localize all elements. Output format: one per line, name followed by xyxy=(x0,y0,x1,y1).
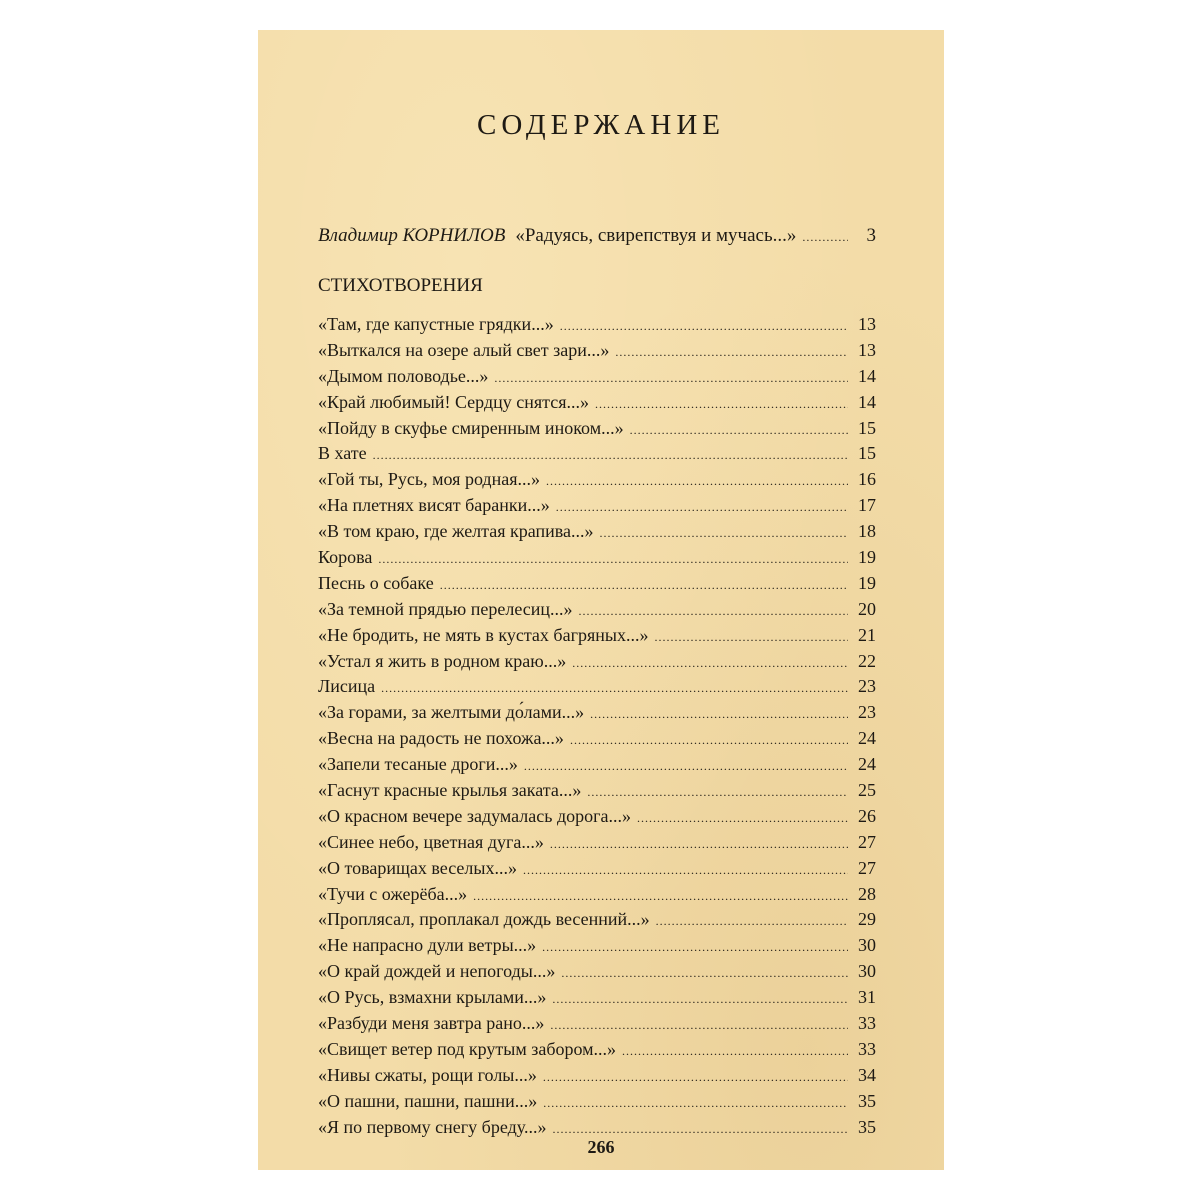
toc-entry xyxy=(318,1063,876,1089)
toc-entry xyxy=(318,985,876,1011)
toc-entry xyxy=(318,700,876,726)
intro-author: Владимир КОРНИЛОВ xyxy=(318,225,506,246)
toc-entry-title: «Выткался на озере алый свет зари...» xyxy=(318,339,610,360)
toc-entry-page: 26 xyxy=(858,805,876,826)
toc-entry xyxy=(318,933,876,959)
toc-entry-title: «Там, где капустные грядки...» xyxy=(318,314,554,334)
toc-entry-title: «Дымом половодье...» xyxy=(318,365,489,386)
leader-dots xyxy=(572,651,848,677)
toc-entry-page: 15 xyxy=(858,443,876,464)
toc-entry xyxy=(318,674,876,700)
leader-dots xyxy=(524,754,848,780)
toc-entry-page: 13 xyxy=(858,314,876,334)
toc-entry-title: Корова xyxy=(318,547,373,568)
toc-entry-page: 23 xyxy=(858,676,876,697)
toc-entry-page: 29 xyxy=(858,909,876,930)
toc-entry-page: 33 xyxy=(858,1013,876,1034)
toc-entry-title: «В том краю, где желтая крапива...» xyxy=(318,521,594,542)
toc-entry xyxy=(318,1011,876,1037)
leader-dots xyxy=(615,340,848,366)
toc-entry-title: «Край любимый! Сердцу снятся...» xyxy=(318,391,589,412)
toc-entry xyxy=(318,364,876,390)
leader-dots xyxy=(552,987,848,1013)
leader-dots xyxy=(473,884,848,910)
leader-dots xyxy=(656,909,848,935)
toc-entry-page: 28 xyxy=(858,883,876,904)
toc-entry-page: 16 xyxy=(858,469,876,490)
toc-entry-title: «Нивы сжаты, рощи голы...» xyxy=(318,1064,537,1085)
toc-entry-title: «Не бродить, не мять в кустах багряных...» xyxy=(318,624,649,645)
intro-entry xyxy=(318,223,876,250)
toc-entry xyxy=(318,1089,876,1115)
toc-entry-title: «О Русь, взмахни крылами...» xyxy=(318,987,547,1008)
leader-dots xyxy=(579,599,848,625)
leader-dots xyxy=(550,832,848,858)
toc-entry xyxy=(318,623,876,649)
toc-entry xyxy=(318,571,876,597)
leader-dots xyxy=(600,521,848,547)
toc-entry-title: «Гой ты, Русь, моя родная...» xyxy=(318,469,540,490)
toc-entry-title: «На плетнях висят баранки...» xyxy=(318,495,550,516)
leader-dots xyxy=(546,469,848,495)
toc-entry-title: В хате xyxy=(318,443,367,464)
toc-entry-page: 35 xyxy=(858,1116,876,1137)
toc-entry-page: 14 xyxy=(858,391,876,412)
toc-entry-page: 19 xyxy=(858,547,876,568)
page-number: 266 xyxy=(587,1137,615,1157)
toc-entry-page: 17 xyxy=(858,495,876,516)
toc-entry xyxy=(318,390,876,416)
toc-entry-title: «Устал я жить в родном краю...» xyxy=(318,650,567,671)
toc-entry-title: «Тучи с ожерёба...» xyxy=(318,883,468,904)
toc-entry-page: 21 xyxy=(858,624,876,645)
toc-entry xyxy=(318,752,876,778)
toc-entry xyxy=(318,597,876,623)
toc-entry-title: «Гаснут красные крылья заката...» xyxy=(318,780,582,801)
intro-title: «Радуясь, свирепствуя и мучась...» xyxy=(515,225,797,246)
toc-entry-title: «Я по первому снегу бреду...» xyxy=(318,1116,547,1137)
toc-entry-title: «О красном вечере задумалась дорога...» xyxy=(318,805,632,826)
leader-dots xyxy=(590,702,848,728)
toc-entry xyxy=(318,416,876,442)
toc-entry-title: «Свищет ветер под крутым забором...» xyxy=(318,1038,617,1059)
leader-dots xyxy=(494,366,848,392)
toc-entry-title: «Проплясал, проплакал дождь весенний...» xyxy=(318,909,650,930)
toc-entry-title: «О пашни, пашни, пашни...» xyxy=(318,1090,538,1111)
leader-dots xyxy=(556,495,848,521)
toc-entry-page: 31 xyxy=(858,987,876,1008)
toc-entry-page: 24 xyxy=(858,754,876,775)
toc-entry-page: 20 xyxy=(858,598,876,619)
leader-dots xyxy=(570,728,848,754)
book-page xyxy=(258,30,944,1170)
toc-entry xyxy=(318,467,876,493)
toc-entry-page: 22 xyxy=(858,650,876,671)
page-title: СОДЕРЖАНИЕ xyxy=(477,109,725,141)
toc-entry xyxy=(318,545,876,571)
leader-dots xyxy=(523,858,848,884)
toc-entry xyxy=(318,493,876,519)
toc-entry-title: «Весна на радость не похожа...» xyxy=(318,728,564,749)
toc-entry xyxy=(318,778,876,804)
toc-entry-page: 23 xyxy=(858,702,876,723)
toc-entry xyxy=(318,856,876,882)
leader-dots xyxy=(595,392,848,418)
toc-entry xyxy=(318,441,876,467)
leader-dots xyxy=(381,676,848,702)
toc-entry-title: «Не напрасно дули ветры...» xyxy=(318,935,537,956)
leader-dots xyxy=(630,418,848,444)
toc-entry-page: 13 xyxy=(858,339,876,360)
toc-entry-page: 27 xyxy=(858,831,876,852)
toc-entry xyxy=(318,804,876,830)
toc-entry-title: Песнь о собаке xyxy=(318,572,434,593)
leader-dots xyxy=(378,547,848,573)
toc-entry-title: «О товарищах веселых...» xyxy=(318,857,517,878)
toc-entry-page: 27 xyxy=(858,857,876,878)
toc-entry xyxy=(318,649,876,675)
leader-dots xyxy=(561,961,848,987)
toc-entry xyxy=(318,726,876,752)
toc-entry-title: «Разбуди меня завтра рано...» xyxy=(318,1013,545,1034)
toc-entry-title: «Пойду в скуфье смиренным иноком...» xyxy=(318,417,624,438)
leader-dots xyxy=(560,314,848,340)
toc-entry-page: 25 xyxy=(858,780,876,801)
toc-entry-title: «Запели тесаные дроги...» xyxy=(318,754,518,775)
leader-dots xyxy=(543,1091,848,1117)
toc-entry-title: «О край дождей и непогоды...» xyxy=(318,961,556,982)
toc-entry-page: 34 xyxy=(858,1064,876,1085)
leader-dots xyxy=(637,806,848,832)
toc-entry-page: 19 xyxy=(858,572,876,593)
toc-entry-title: Лисица xyxy=(318,676,376,697)
toc-entry-page: 30 xyxy=(858,935,876,956)
toc-entry-page: 24 xyxy=(858,728,876,749)
leader-dots xyxy=(373,443,848,469)
toc-entry-page: 18 xyxy=(858,521,876,542)
leader-dots xyxy=(543,1065,848,1091)
intro-page-number: 3 xyxy=(866,225,876,246)
toc-entry-page: 15 xyxy=(858,417,876,438)
toc-entry xyxy=(318,830,876,856)
leader-dots xyxy=(654,625,848,651)
leader-dots xyxy=(622,1039,848,1065)
toc-entry-title: «За темной прядью перелесиц...» xyxy=(318,598,573,619)
toc-entry xyxy=(318,882,876,908)
toc-entry-page: 33 xyxy=(858,1038,876,1059)
leader-dots xyxy=(802,224,848,250)
toc-entry-title: «Синее небо, цветная дуга...» xyxy=(318,831,544,852)
toc-list xyxy=(318,312,876,1141)
toc-entry xyxy=(318,338,876,364)
toc-entry xyxy=(318,519,876,545)
leader-dots xyxy=(440,573,848,599)
toc-entry-page: 35 xyxy=(858,1090,876,1111)
toc-entry-title: «За горами, за желтыми до́лами...» xyxy=(318,702,585,723)
toc-entry xyxy=(318,907,876,933)
leader-dots xyxy=(587,780,848,806)
section-heading: СТИХОТВОРЕНИЯ xyxy=(318,275,483,296)
toc-entry xyxy=(318,312,876,338)
leader-dots xyxy=(550,1013,848,1039)
toc-entry-page: 14 xyxy=(858,365,876,386)
toc-entry xyxy=(318,1037,876,1063)
toc-entry-page: 30 xyxy=(858,961,876,982)
toc-entry xyxy=(318,959,876,985)
leader-dots xyxy=(542,935,848,961)
